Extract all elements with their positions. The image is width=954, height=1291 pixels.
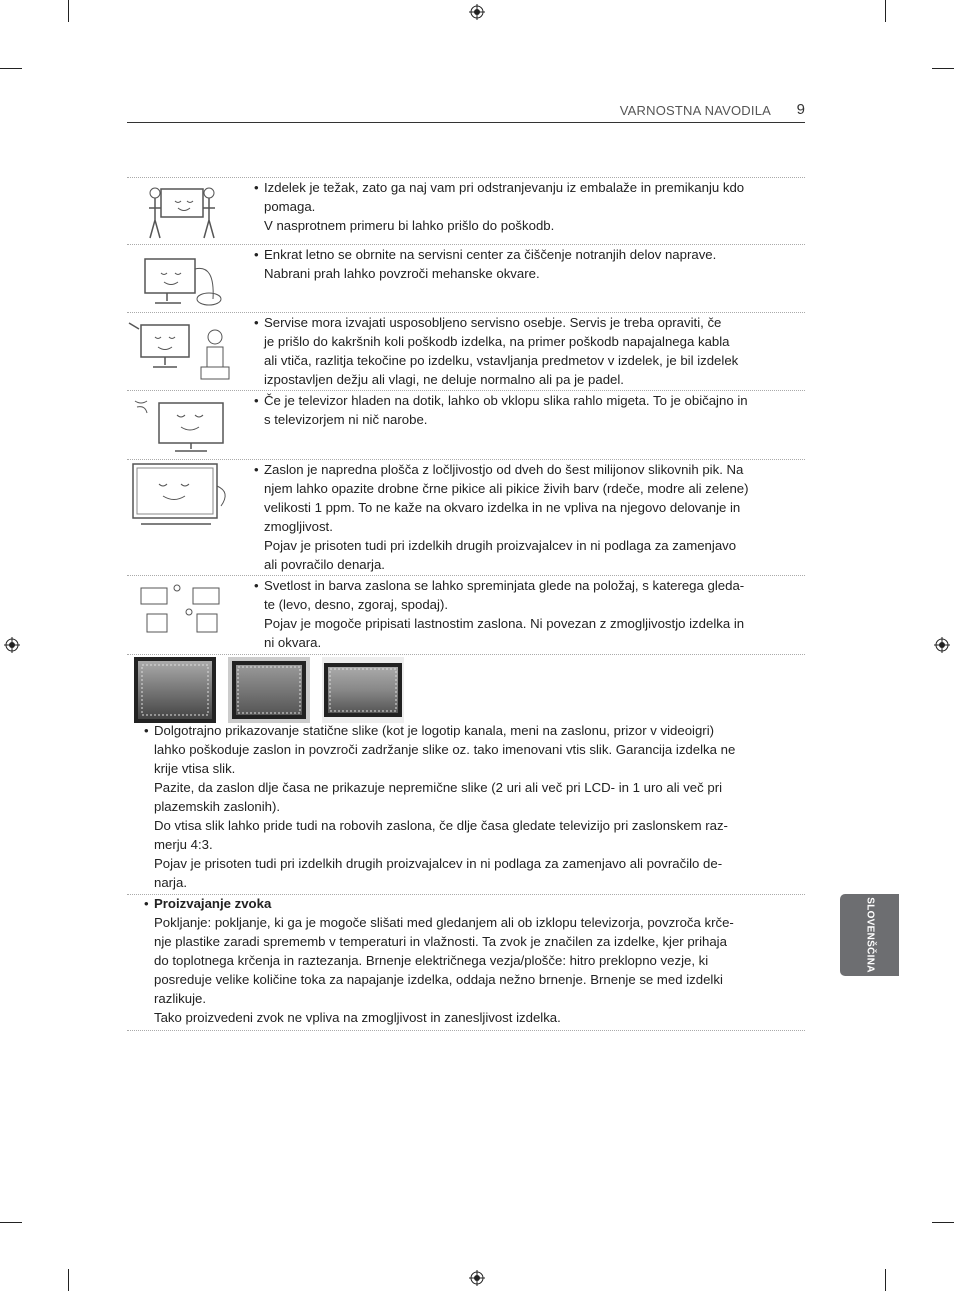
safety-row bbox=[127, 244, 805, 312]
bullet-icon: • bbox=[254, 393, 259, 408]
crop-mark bbox=[0, 68, 22, 69]
image-retention-text: • Dolgotrajno prikazovanje statične slike (kot je logotip kanala, meni na zaslonu, prizor v videoigri) lahko poškoduje zaslon in povzroči zadržanje slike oz. tako imenovani vtis slik. Garancija izdelka ne krije vtisa slik. Pazite, da zaslon dlje časa ne prikazuje nepremične slike (2 uri ali več pri LCD- in 1 uro ali več pri plazemskih zaslonih). Do vtisa slik lahko pride tudi na robovih zaslona, če dlje časa gledate televizijo pri zaslonskem raz- merju 4:3. Pojav je prisoten tudi pri izdelkih drugih proizvajalcev in ni podlaga za zamenjavo ali povračilo de- narja. bbox=[144, 723, 736, 890]
row-text: • Izdelek je težak, zato ga naj vam pri odstranjevanju iz embalaže in premikanju kdo pomaga. V nasprotnem primeru bi lahko prišlo do poškodb. bbox=[254, 180, 745, 233]
bullet-icon: • bbox=[254, 247, 259, 262]
divider bbox=[127, 1030, 805, 1031]
bullet-icon: • bbox=[254, 462, 259, 477]
crop-mark bbox=[885, 1269, 886, 1291]
language-tab-label: SLOVENŠČINA bbox=[864, 897, 875, 973]
tv-service-technician-illustration bbox=[127, 317, 237, 385]
crop-mark bbox=[0, 1222, 22, 1223]
safety-row bbox=[127, 177, 805, 244]
section-title: VARNOSTNA NAVODILA bbox=[619, 103, 771, 118]
crop-mark bbox=[68, 1269, 69, 1291]
bullet-icon: • bbox=[254, 180, 259, 195]
bullet-icon: • bbox=[254, 578, 259, 593]
registration-mark-icon bbox=[469, 1270, 485, 1286]
bullet-icon: • bbox=[144, 896, 149, 911]
crop-mark bbox=[932, 68, 954, 69]
row-text: • Enkrat letno se obrnite na servisni center za čiščenje notranjih delov naprave. Nabrani prah lahko povzroči mehanske okvare. bbox=[254, 247, 717, 281]
page-number: 9 bbox=[796, 101, 805, 118]
row-text: • Če je televizor hladen na dotik, lahko ob vklopu slika rahlo migeta. To je običajno in s televizorjem ni nič narobe. bbox=[254, 393, 748, 427]
crop-mark bbox=[885, 0, 886, 22]
crop-mark bbox=[932, 1222, 954, 1223]
row-text: • Svetlost in barva zaslona se lahko spreminjata glede na položaj, s katerega gleda- te (levo, desno, zgoraj, spodaj). Pojav je mogoče pripisati lastnostim zaslona. Ni povezan z zmogljivostjo izdelka in ni okvara. bbox=[254, 578, 745, 650]
registration-mark-icon bbox=[469, 4, 485, 20]
registration-mark-icon bbox=[934, 637, 950, 653]
safety-row bbox=[127, 459, 805, 575]
registration-mark-icon bbox=[4, 637, 20, 653]
sound-title: Proizvajanje zvoka bbox=[154, 896, 272, 911]
bullet-icon: • bbox=[254, 315, 259, 330]
safety-row bbox=[127, 390, 805, 459]
tv-vacuum-cleaning-illustration bbox=[137, 249, 227, 309]
retention-photo-1 bbox=[134, 657, 216, 723]
tv-pixel-dots-illustration bbox=[131, 462, 233, 530]
language-tab bbox=[840, 894, 899, 976]
cold-tv-flicker-illustration bbox=[133, 393, 233, 457]
viewing-angles-illustration bbox=[137, 582, 227, 636]
page-header bbox=[127, 100, 805, 123]
sound-text: • Proizvajanje zvoka Pokljanje: pokljanje, ki ga je mogoče slišati med gledanjem ali ob izklopu televizorja, povzroča krče- nje plastike zaradi sprememb v temperaturi in vlažnosti. Ta zvok je značilen za izdelke, kjer prihaja do toplotnega krčenja in raztezanja. Brnenje električnega vezja/plošče: hitro preklopno vezje, ki posreduje velike količine toka za napajanje izdelka, oddaja nežno brnenje. Brnenje se med izdelki razlikuje. Tako proizvedeni zvok ne vpliva na zmogljivost in zanesljivost izdelka. bbox=[154, 894, 794, 1027]
bullet-icon: • bbox=[144, 723, 149, 738]
safety-row bbox=[127, 312, 805, 390]
retention-photo-3 bbox=[322, 657, 404, 723]
row-text: • Zaslon je napredna plošča z ločljivostjo od dveh do šest milijonov slikovnih pik. Na njem lahko opazite drobne črne pikice ali pikice živih barv (rdeče, modre ali zelene) velikosti 1 ppm. To ne kaže na okvaro izdelka in ne vpliva na njegovo delovanje in zmogljivost. Pojav je prisoten tudi pri izdelkih drugih proizvajalcev in ni podlaga za zamenjavo ali povračilo denarja. bbox=[254, 462, 749, 572]
safety-row bbox=[127, 575, 805, 654]
people-carrying-tv-illustration bbox=[147, 183, 217, 241]
crop-mark bbox=[68, 0, 69, 22]
row-text: • Servise mora izvajati usposobljeno servisno osebje. Servis je treba opraviti, če je prišlo do kakršnih koli poškodb izdelka, na primer poškodb napajalnega kabla ali vtiča, razlitja tekočine po izdelku, vstavljanja predmetov v izdelek, je bil izdelek izpostavljen dežju ali vlagi, ne deluje normalno ali pa je padel. bbox=[254, 315, 739, 387]
retention-photo-2 bbox=[228, 657, 310, 723]
